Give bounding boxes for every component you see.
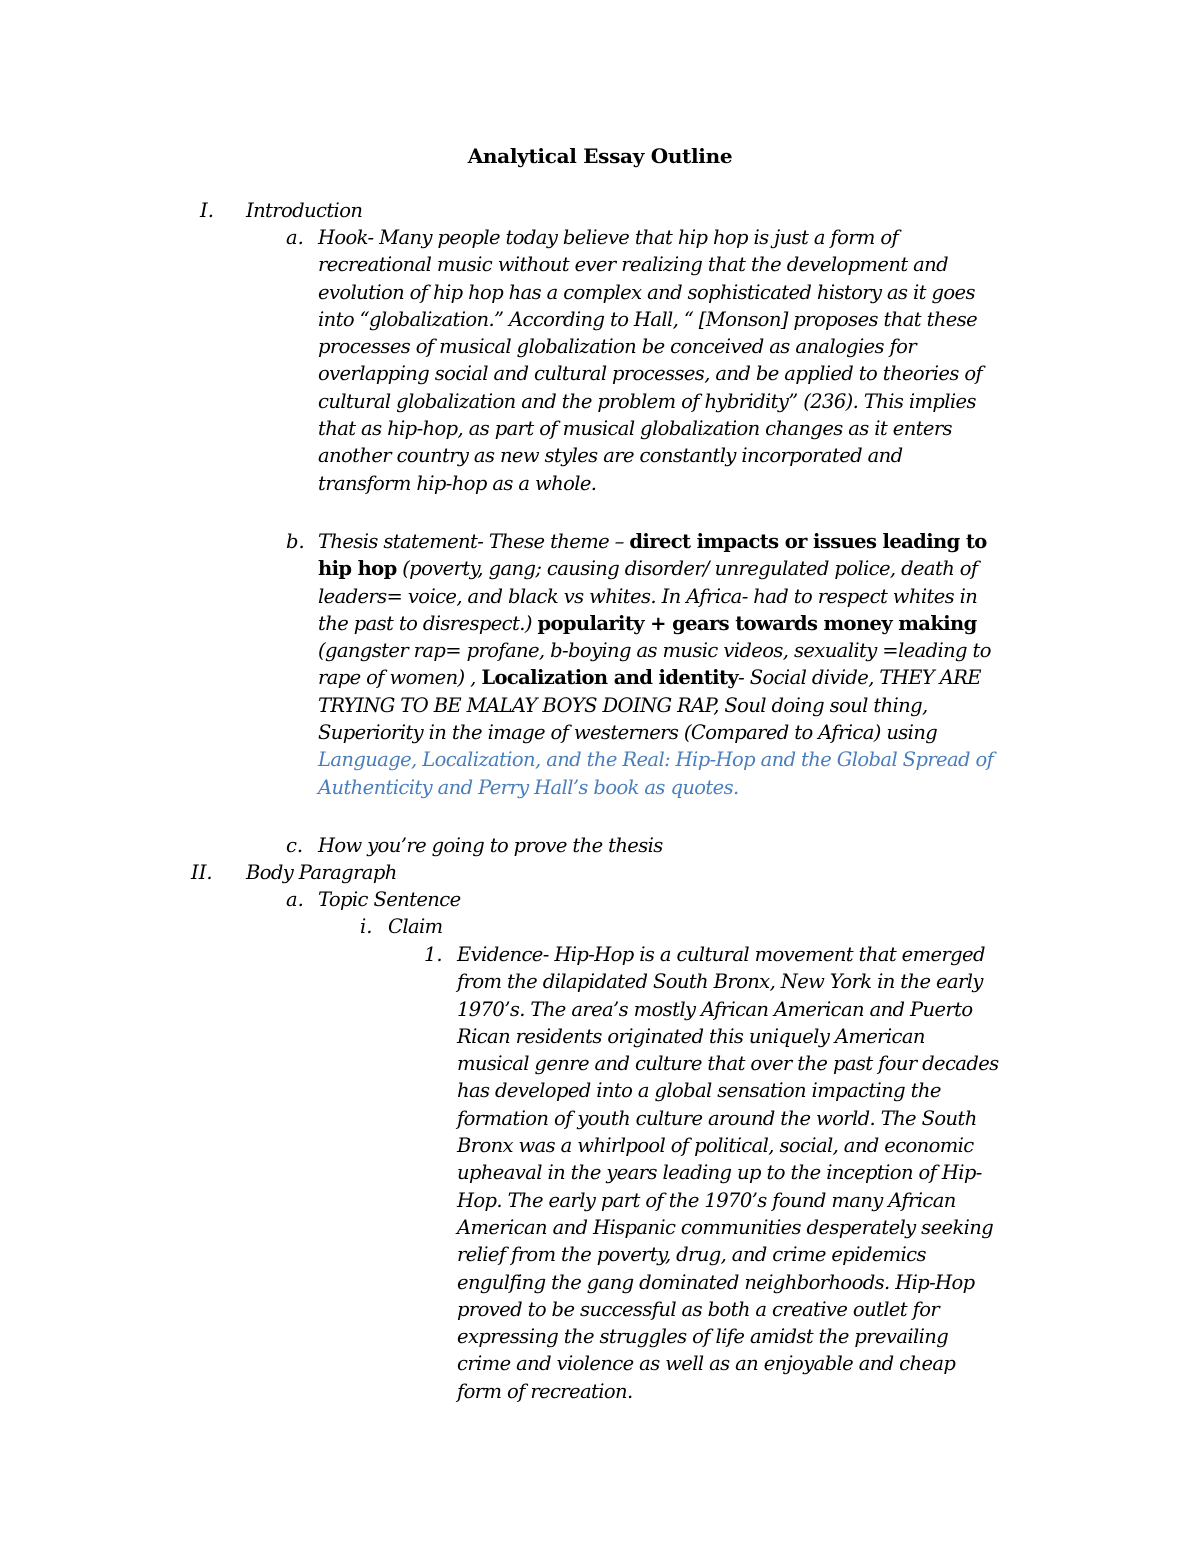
hook-line: transform hip-hop as a whole. xyxy=(318,471,597,495)
thesis-line: Superiority in the image of westerners (Compared to Africa) using xyxy=(318,721,938,745)
thesis-line xyxy=(318,664,993,691)
thesis-text: the past to disrespect.) xyxy=(318,611,538,635)
thesis-line: (gangster rap= profane, b-boying as music videos, sexuality =leading to xyxy=(318,639,991,663)
evidence-line: Rican residents originated this uniquely American xyxy=(457,1024,925,1048)
thesis-bold-hip-hop: hip hop xyxy=(318,557,397,581)
evidence-line: Bronx was a whirlpool of political, social, and economic xyxy=(457,1134,974,1158)
hook-line: processes of musical globalization be conceived as analogies for xyxy=(318,335,917,359)
evidence-line: formation of youth culture around the world. The South xyxy=(457,1106,977,1130)
item-marker-a: a. xyxy=(286,888,304,911)
section-numeral-1: I. xyxy=(200,199,214,222)
item-marker-i: i. xyxy=(360,915,373,938)
item-marker-c: c. xyxy=(286,834,304,857)
evidence-paragraph xyxy=(457,941,999,1405)
hook-line: cultural globalization and the problem of hybridity” (236). This implies xyxy=(318,389,976,413)
item-marker-1: 1. xyxy=(424,943,443,966)
thesis-paragraph xyxy=(318,528,993,801)
thesis-bold-localization: Localization and identity xyxy=(481,666,739,690)
section-heading-body-paragraph: Body Paragraph xyxy=(246,861,397,884)
thesis-bold-direct-impacts: direct impacts or issues leading to xyxy=(629,530,987,553)
section-numeral-2: II. xyxy=(191,861,213,884)
evidence-line: expressing the struggles of life amidst the prevailing xyxy=(457,1325,949,1349)
evidence-line: 1970’s. The area’s mostly African American and Puerto xyxy=(457,997,973,1021)
evidence-line: form of recreation. xyxy=(457,1379,633,1403)
thesis-line: TRYING TO BE MALAY BOYS DOING RAP, Soul doing soul thing, xyxy=(318,693,928,717)
thesis-line xyxy=(318,610,993,637)
evidence-line: crime and violence as well as an enjoyable and cheap xyxy=(457,1352,956,1376)
hook-line: recreational music without ever realizing that the development and xyxy=(318,253,949,277)
evidence-line: has developed into a global sensation impacting the xyxy=(457,1079,941,1103)
thesis-text: (poverty, gang; causing disorder/ unregulated police, death of xyxy=(396,557,978,581)
evidence-line: engulfing the gang dominated neighborhoods. Hip-Hop xyxy=(457,1270,975,1294)
thesis-line xyxy=(318,528,993,555)
evidence-line: proved to be successful as both a creative outlet for xyxy=(457,1297,940,1321)
hook-paragraph xyxy=(318,224,982,497)
hook-line: into “globalization.” According to Hall, “ [Monson] proposes that these xyxy=(318,307,978,331)
item-marker-a: a. xyxy=(286,226,304,249)
hook-line: that as hip-hop, as part of musical globalization changes as it enters xyxy=(318,417,952,441)
hook-line: overlapping social and cultural processes, and be applied to theories of xyxy=(318,362,983,386)
thesis-line xyxy=(318,555,993,582)
hook-line: another country as new styles are constantly incorporated and xyxy=(318,444,903,468)
evidence-line: Evidence- Hip-Hop is a cultural movement that emerged xyxy=(457,943,985,966)
evidence-line: relief from the poverty, drug, and crime epidemics xyxy=(457,1243,926,1267)
evidence-line: upheaval in the years leading up to the inception of Hip- xyxy=(457,1161,982,1185)
thesis-source-link[interactable]: Language, Localization, and the Real: Hip-Hop and the Global Spread of xyxy=(318,748,994,772)
hook-line: evolution of hip hop has a complex and sophisticated history as it goes xyxy=(318,280,975,304)
thesis-text: rape of women) , xyxy=(318,666,482,690)
document-title: Analytical Essay Outline xyxy=(467,144,733,168)
evidence-line: musical genre and culture that over the past four decades xyxy=(457,1052,999,1076)
evidence-line: from the dilapidated South Bronx, New York in the early xyxy=(457,970,983,994)
prove-thesis-item: How you’re going to prove the thesis xyxy=(318,834,663,857)
topic-sentence-item: Topic Sentence xyxy=(318,888,461,911)
thesis-source-link[interactable]: Authenticity and Perry Hall’s book as quotes. xyxy=(318,775,739,799)
item-marker-b: b. xyxy=(286,530,305,553)
thesis-text: - Social divide, THEY ARE xyxy=(738,666,981,690)
section-heading-introduction: Introduction xyxy=(246,199,363,222)
evidence-line: American and Hispanic communities desperately seeking xyxy=(457,1215,994,1239)
thesis-line: leaders= voice, and black vs whites. In Africa- had to respect whites in xyxy=(318,584,978,608)
evidence-line: Hop. The early part of the 1970’s found many African xyxy=(457,1188,956,1212)
thesis-label: Thesis statement- These theme – xyxy=(318,530,630,553)
thesis-bold-popularity: popularity + gears towards money making xyxy=(537,611,977,635)
claim-item: Claim xyxy=(388,915,443,938)
hook-line: Hook- Many people today believe that hip hop is just a form of xyxy=(318,226,899,249)
